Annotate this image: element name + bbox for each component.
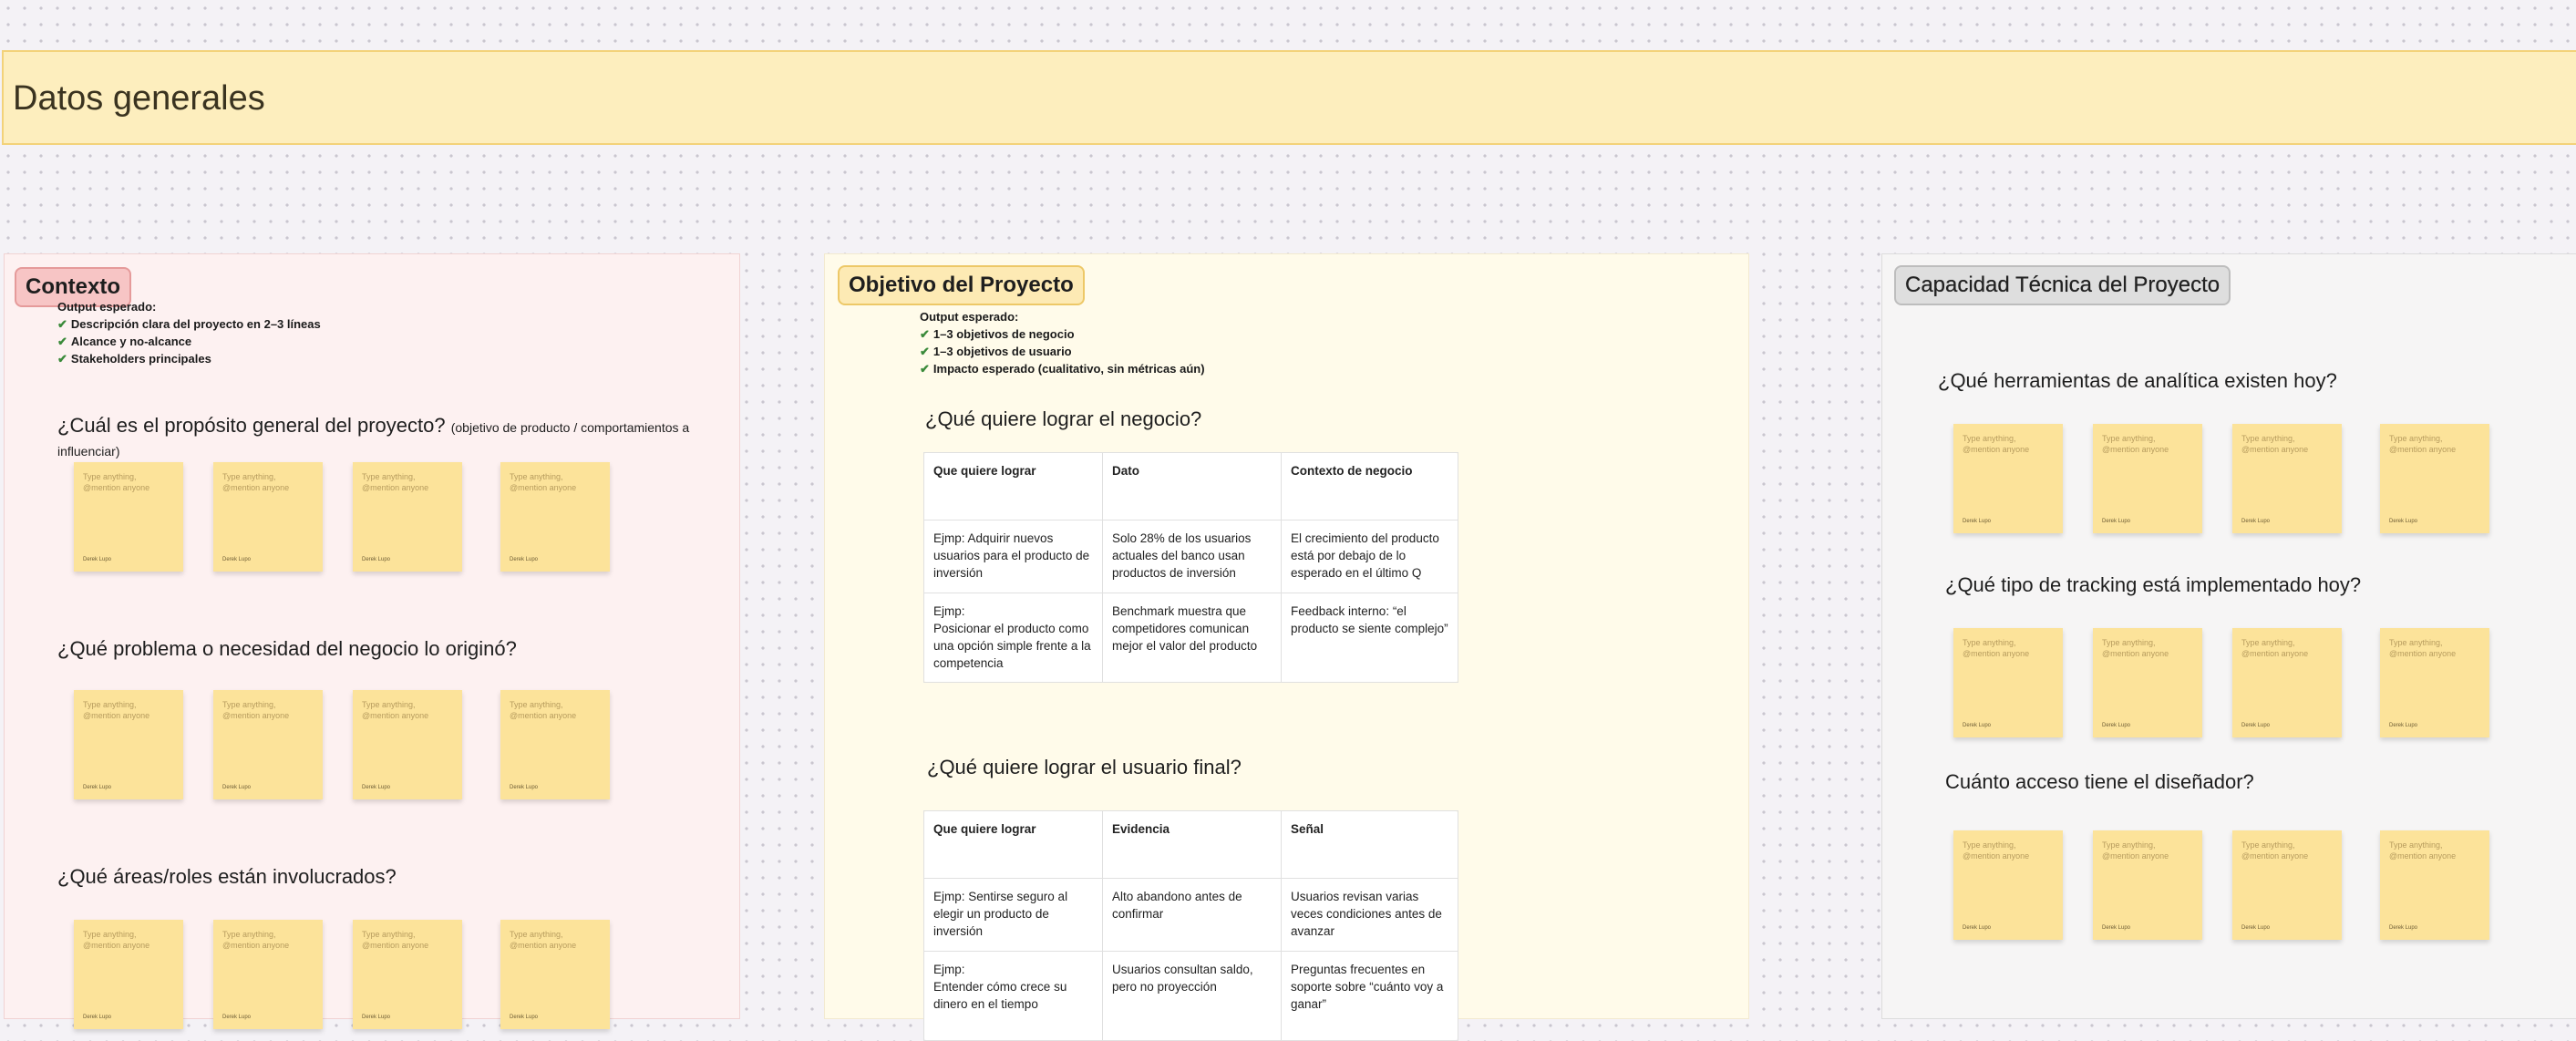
check-icon: ✔: [57, 352, 67, 366]
sticky-note[interactable]: Type anything, @mention anyone Derek Lupo: [1953, 424, 2063, 533]
sticky-note[interactable]: Type anything, @mention anyone Derek Lupo: [213, 920, 323, 1029]
question-usuario: ¿Qué quiere lograr el usuario final?: [927, 756, 1242, 778]
question-acceso: Cuánto acceso tiene el diseñador?: [1945, 770, 2254, 793]
question-problema: ¿Qué problema o necesidad del negocio lo originó?: [57, 637, 517, 660]
table-negocio[interactable]: [923, 452, 1458, 683]
sticky-note[interactable]: Type anything, @mention anyone Derek Lupo: [500, 690, 610, 799]
table-header[interactable]: Evidencia: [1103, 811, 1282, 879]
table-header[interactable]: Que quiere lograr: [924, 453, 1103, 520]
check-icon: ✔: [920, 362, 930, 376]
question-areas: ¿Qué áreas/roles están involucrados?: [57, 865, 397, 888]
section-label-capacidad[interactable]: Capacidad Técnica del Proyecto: [1894, 265, 2231, 305]
table-cell[interactable]: Usuarios revisan varias veces condiciones antes de avanzar: [1282, 879, 1458, 952]
output-item: ✔ Stakeholders principales: [57, 352, 211, 366]
check-icon: ✔: [920, 345, 930, 358]
sticky-note[interactable]: Type anything, @mention anyone Derek Lupo: [353, 462, 462, 572]
table-header-row: [924, 453, 1458, 520]
table-cell[interactable]: Usuarios consultan saldo, pero no proyección: [1103, 952, 1282, 1041]
output-item: ✔ Impacto esperado (cualitativo, sin métricas aún): [920, 362, 1205, 376]
sticky-note[interactable]: Type anything, @mention anyone Derek Lupo: [500, 462, 610, 572]
table-header[interactable]: Señal: [1282, 811, 1458, 879]
table-row: [924, 952, 1458, 1041]
output-item: ✔ Descripción clara del proyecto en 2–3 líneas: [57, 317, 321, 331]
table-cell[interactable]: Preguntas frecuentes en soporte sobre “cuánto voy a ganar”: [1282, 952, 1458, 1041]
output-esperado: [57, 298, 321, 367]
table-row: [924, 520, 1458, 593]
table-cell[interactable]: Alto abandono antes de confirmar: [1103, 879, 1282, 952]
table-header[interactable]: Dato: [1103, 453, 1282, 520]
sticky-note[interactable]: Type anything, @mention anyone Derek Lupo: [2380, 628, 2489, 737]
question-tracking: ¿Qué tipo de tracking está implementado hoy?: [1945, 573, 2362, 596]
sticky-note[interactable]: Type anything, @mention anyone Derek Lupo: [1953, 628, 2063, 737]
sticky-note[interactable]: Type anything, @mention anyone Derek Lupo: [213, 690, 323, 799]
sticky-note[interactable]: Type anything, @mention anyone Derek Lupo: [353, 690, 462, 799]
section-banner[interactable]: [2, 50, 2576, 145]
check-icon: ✔: [57, 317, 67, 331]
sticky-note[interactable]: Type anything, @mention anyone Derek Lupo: [353, 920, 462, 1029]
table-cell[interactable]: Benchmark muestra que competidores comunican mejor el valor del producto: [1103, 593, 1282, 683]
output-item: ✔ Alcance y no-alcance: [57, 335, 192, 348]
question-negocio: ¿Qué quiere lograr el negocio?: [925, 407, 1202, 430]
table-usuario[interactable]: [923, 810, 1458, 1041]
table-header-row: [924, 811, 1458, 879]
output-title: Output esperado:: [920, 310, 1019, 324]
table-row: [924, 593, 1458, 683]
sticky-note[interactable]: Type anything, @mention anyone Derek Lupo: [2232, 628, 2342, 737]
check-icon: ✔: [57, 335, 67, 348]
sticky-note[interactable]: Type anything, @mention anyone Derek Lupo: [2232, 424, 2342, 533]
table-cell[interactable]: El crecimiento del producto está por debajo de lo esperado en el último Q: [1282, 520, 1458, 593]
question-herramientas: ¿Qué herramientas de analítica existen hoy?: [1938, 369, 2337, 392]
sticky-note[interactable]: Type anything, @mention anyone Derek Lupo: [74, 462, 183, 572]
table-cell[interactable]: Ejmp: Sentirse seguro al elegir un producto de inversión: [924, 879, 1103, 952]
sticky-note[interactable]: Type anything, @mention anyone Derek Lupo: [2093, 628, 2202, 737]
section-label-contexto[interactable]: Contexto: [15, 267, 131, 307]
section-label-objetivo[interactable]: Objetivo del Proyecto: [838, 265, 1085, 305]
check-icon: ✔: [920, 327, 930, 341]
output-item: ✔ 1–3 objetivos de negocio: [920, 327, 1075, 341]
table-row: [924, 879, 1458, 952]
question-note: (objetivo de producto / comportamientos a influenciar): [57, 420, 690, 459]
output-title: Output esperado:: [57, 300, 157, 314]
table-header[interactable]: Que quiere lograr: [924, 811, 1103, 879]
section-objetivo[interactable]: [824, 253, 1749, 1019]
sticky-note[interactable]: Type anything, @mention anyone Derek Lupo: [74, 920, 183, 1029]
section-contexto[interactable]: [4, 253, 740, 1019]
sticky-note[interactable]: Type anything, @mention anyone Derek Lupo: [2380, 830, 2489, 940]
banner-title: Datos generales: [13, 79, 265, 118]
sticky-note[interactable]: Type anything, @mention anyone Derek Lupo: [74, 690, 183, 799]
sticky-note[interactable]: Type anything, @mention anyone Derek Lupo: [213, 462, 323, 572]
sticky-note[interactable]: Type anything, @mention anyone Derek Lupo: [500, 920, 610, 1029]
table-cell[interactable]: Feedback interno: “el producto se siente complejo”: [1282, 593, 1458, 683]
output-esperado: [920, 308, 1205, 377]
question-proposito: ¿Cuál es el propósito general del proyecto? (objetivo de producto / comportamientos a influenciar): [57, 414, 690, 459]
sticky-note[interactable]: Type anything, @mention anyone Derek Lupo: [2093, 830, 2202, 940]
sticky-note[interactable]: Type anything, @mention anyone Derek Lupo: [2232, 830, 2342, 940]
sticky-note[interactable]: Type anything, @mention anyone Derek Lupo: [2093, 424, 2202, 533]
table-header[interactable]: Contexto de negocio: [1282, 453, 1458, 520]
table-cell[interactable]: Ejmp: Adquirir nuevos usuarios para el producto de inversión: [924, 520, 1103, 593]
section-capacidad[interactable]: [1881, 253, 2576, 1019]
output-item: ✔ 1–3 objetivos de usuario: [920, 345, 1072, 358]
table-cell[interactable]: Ejmp: Entender cómo crece su dinero en el tiempo: [924, 952, 1103, 1041]
sticky-note[interactable]: Type anything, @mention anyone Derek Lupo: [1953, 830, 2063, 940]
sticky-note[interactable]: Type anything, @mention anyone Derek Lupo: [2380, 424, 2489, 533]
table-cell[interactable]: Solo 28% de los usuarios actuales del banco usan productos de inversión: [1103, 520, 1282, 593]
table-cell[interactable]: Ejmp: Posicionar el producto como una opción simple frente a la competencia: [924, 593, 1103, 683]
